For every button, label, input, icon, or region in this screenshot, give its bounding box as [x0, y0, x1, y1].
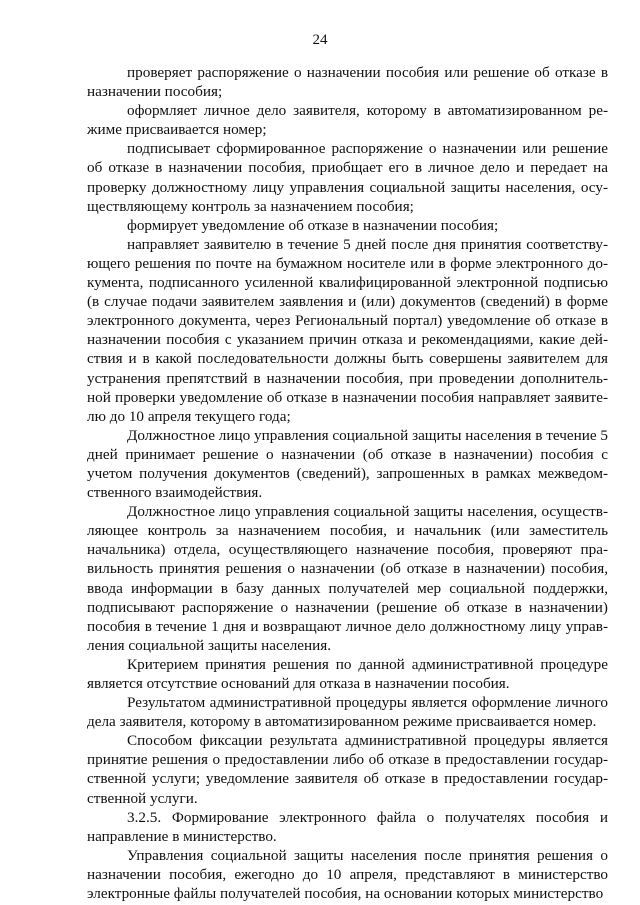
paragraph: Способом фиксации результата административной процедуры является принятие решения о предоставлении либо об отказе в предоставлении государственной услуги; уведомление заявителя об отказе в предоставлении государственной услуги. [87, 732, 608, 807]
paragraph: Должностное лицо управления социальной защиты населения, осуществляющее контроль за назначением пособия, и начальник (или заместитель начальника) отдела, осуществляющего назначение пособия, проверяют правильность принятия решения о назначении (об отказе в назначении) пособия, ввода информации в базу данных получателей мер социальной поддержки, подписывают распоряжение о назначении (решение об отказе в назначении) пособия в течение 1 дня и возвращают личное дело должностному лицу управления социальной защиты населения. [87, 503, 608, 654]
paragraph: оформляет личное дело заявителя, которому в автоматизированном режиме присваивается номер; [87, 102, 608, 139]
paragraph: проверяет распоряжение о назначении пособия или решение об отказе в назначении пособия; [87, 64, 608, 101]
paragraph: Должностное лицо управления социальной защиты населения в течение 5 дней принимает решение о назначении (об отказе в назначении) пособия с учетом получения документов (сведений), запрошенных в рамках межведомственного взаимодействия. [87, 426, 608, 502]
paragraph: Результатом административной процедуры является оформление личного дела заявителя, которому в автоматизированном режиме присваивается номер. [87, 694, 608, 731]
document-body [87, 63, 608, 903]
section-heading: 3.2.5. Формирование электронного файла о получателях пособия и направление в министерство. [87, 808, 608, 845]
paragraph: формирует уведомление об отказе в назначении пособия; [127, 216, 499, 234]
page-number: 24 [312, 32, 328, 48]
paragraph: Критерием принятия решения по данной административной процедуре является отсутствие оснований для отказа в назначении пособия. [87, 655, 608, 692]
paragraph: Управления социальной защиты населения после принятия решения о назначении пособия, ежегодно до 10 апреля, представляют в министерство электронные файлы получателей пособия, на основании которых министерство [87, 846, 608, 903]
paragraph: подписывает сформированное распоряжение о назначении или решение об отказе в назначении пособия, приобщает его в личное дело и передает на проверку должностному лицу управления социальной защиты населения, осуществляющему контроль за назначением пособия; [87, 140, 608, 215]
paragraph: направляет заявителю в течение 5 дней после дня принятия соответствующего решения по почте на бумажном носителе или в форме электронного документа, подписанного усиленной квалифицированной электронной подписью (в случае подачи заявителем заявления и (или) документов (сведений) в форме электронного документа, через Региональный портал) уведомление об отказе в назначении пособия с указанием причин отказа и рекомендациями, какие действия и в какой последовательности должны быть совершены заявителем для устранения препятствий в назначении пособия, при проведении дополнительной проверки уведомление об отказе в назначении пособия направляет заявителю до 10 апреля текущего года; [87, 235, 608, 425]
